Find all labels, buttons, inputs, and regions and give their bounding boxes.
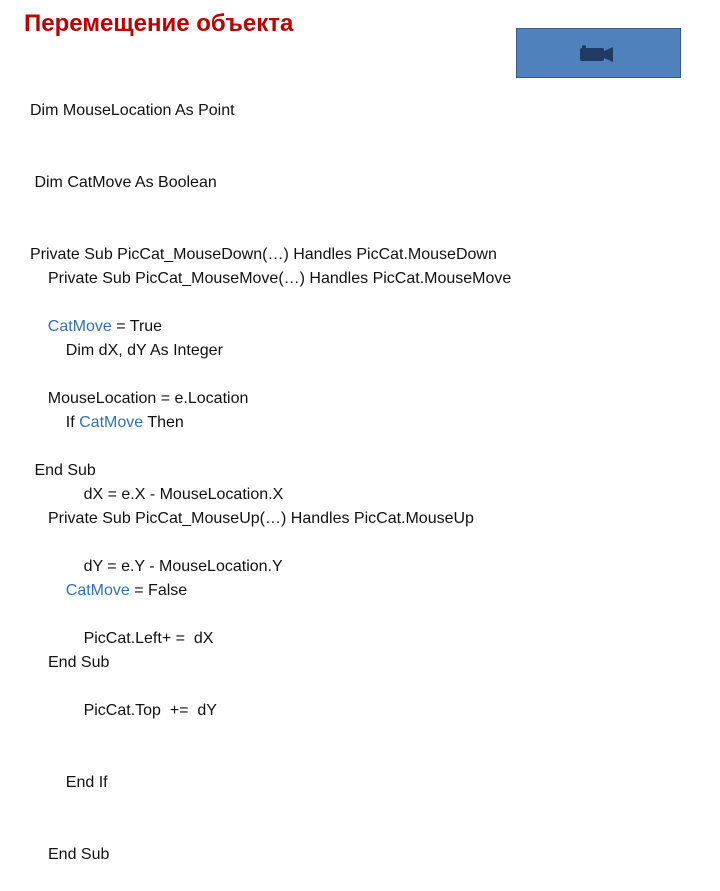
code-block-mouseup xyxy=(48,459,474,699)
preview-box[interactable] xyxy=(516,28,681,78)
code-line: End Sub xyxy=(30,462,96,479)
video-camera-icon xyxy=(577,44,617,64)
code-text: = True xyxy=(111,318,163,335)
code-text: Then xyxy=(143,414,184,431)
page-title: Перемещение объекта xyxy=(24,10,294,37)
code-line: Dim MouseLocation As Point xyxy=(30,102,235,119)
code-line: dY = e.Y - MouseLocation.Y xyxy=(48,558,283,575)
code-line: End Sub xyxy=(48,654,110,671)
code-text: = False xyxy=(129,582,188,599)
code-line xyxy=(48,411,511,435)
indent xyxy=(48,582,66,599)
code-line: Private Sub PicCat_MouseMove(…) Handles PicCat.MouseMove xyxy=(48,270,512,287)
code-line: Dim dX, dY As Integer xyxy=(48,342,223,359)
code-line: PicCat.Top += dY xyxy=(48,702,217,719)
code-line: End If xyxy=(48,774,108,791)
code-line: Private Sub PicCat_MouseDown(…) Handles PicCat.MouseDown xyxy=(30,246,497,263)
code-line: PicCat.Left+ = dX xyxy=(48,630,214,647)
code-line xyxy=(48,579,474,603)
indent xyxy=(30,318,48,335)
keyword-catmove: CatMove xyxy=(79,414,144,431)
code-line: Dim CatMove As Boolean xyxy=(30,174,217,191)
code-line: MouseLocation = e.Location xyxy=(30,390,249,407)
code-line: dX = e.X - MouseLocation.X xyxy=(48,486,284,503)
code-text: If xyxy=(48,414,80,431)
code-line: End Sub xyxy=(48,846,110,863)
keyword-catmove: CatMove xyxy=(65,582,130,599)
keyword-catmove: CatMove xyxy=(47,318,112,335)
code-line: Private Sub PicCat_MouseUp(…) Handles PicCat.MouseUp xyxy=(48,510,474,527)
